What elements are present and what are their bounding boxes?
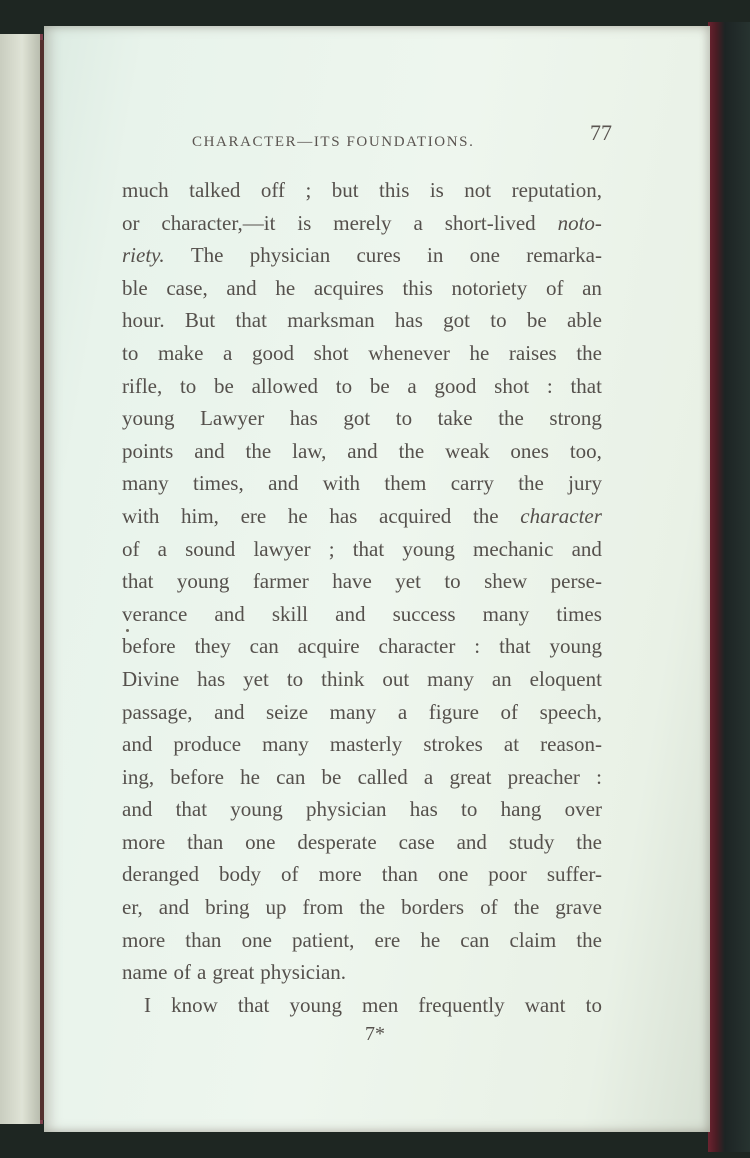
word: more bbox=[122, 927, 166, 952]
italic-word: noto- bbox=[557, 210, 602, 235]
word: short-lived bbox=[444, 210, 536, 235]
word: Lawyer bbox=[200, 406, 265, 431]
word: and bbox=[158, 895, 190, 920]
word: carry bbox=[450, 471, 494, 496]
word: Divine bbox=[122, 666, 180, 691]
page-number: 77 bbox=[590, 120, 612, 145]
text-line bbox=[122, 272, 602, 305]
word: of bbox=[545, 275, 564, 300]
text-line bbox=[122, 304, 602, 337]
word: grave bbox=[555, 895, 602, 920]
word: shew bbox=[484, 569, 528, 594]
word: character bbox=[378, 634, 456, 659]
word: acquired bbox=[379, 503, 452, 528]
word: acquire bbox=[297, 634, 360, 659]
word: young bbox=[176, 569, 230, 594]
word: more bbox=[318, 862, 362, 887]
word: good bbox=[434, 373, 477, 398]
word: perse- bbox=[550, 569, 602, 594]
word: poor bbox=[488, 862, 527, 887]
text-line bbox=[122, 174, 602, 207]
word: one bbox=[241, 927, 272, 952]
word: and bbox=[122, 732, 153, 757]
word: to bbox=[122, 340, 139, 365]
word: much bbox=[122, 178, 169, 202]
word: The bbox=[190, 243, 224, 268]
word: that bbox=[175, 797, 208, 822]
word: know bbox=[171, 992, 218, 1017]
word: verance bbox=[122, 601, 188, 626]
word: to bbox=[460, 797, 478, 822]
word: of bbox=[480, 895, 498, 920]
word: a bbox=[407, 373, 417, 398]
word: many bbox=[427, 666, 474, 691]
word: shot bbox=[494, 373, 530, 398]
word: out bbox=[382, 666, 410, 691]
word: too, bbox=[569, 438, 602, 463]
text-line bbox=[122, 826, 602, 859]
text-line bbox=[122, 598, 602, 631]
word: But bbox=[184, 308, 216, 333]
text-line bbox=[122, 435, 602, 468]
word: a bbox=[423, 764, 434, 789]
text-line bbox=[122, 663, 602, 696]
word: more bbox=[122, 829, 166, 854]
word: great bbox=[212, 960, 255, 985]
word: he bbox=[240, 764, 260, 789]
word: before bbox=[122, 634, 176, 659]
word: before bbox=[170, 764, 224, 789]
word: bring bbox=[205, 895, 250, 920]
word: young bbox=[549, 634, 602, 659]
previous-page-edge bbox=[0, 34, 43, 1124]
word: frequently bbox=[418, 992, 505, 1017]
word: suffer- bbox=[546, 862, 602, 887]
word: character,—it bbox=[161, 210, 276, 235]
word: physician bbox=[306, 797, 387, 822]
word: got bbox=[443, 308, 471, 333]
word: whenever bbox=[368, 340, 450, 365]
word: over bbox=[564, 797, 602, 822]
word: off bbox=[260, 178, 285, 202]
word: times bbox=[556, 601, 602, 626]
word: with bbox=[322, 471, 361, 496]
word: study bbox=[508, 829, 555, 854]
word: and bbox=[571, 536, 602, 561]
word: to bbox=[335, 373, 353, 398]
word: ; bbox=[328, 536, 335, 561]
word: case bbox=[398, 829, 435, 854]
word: ere bbox=[240, 503, 267, 528]
text-line bbox=[122, 337, 602, 370]
word: allowed bbox=[251, 373, 319, 398]
text-line bbox=[122, 956, 602, 989]
word: that bbox=[499, 634, 531, 659]
word: have bbox=[332, 569, 372, 594]
word: is bbox=[429, 178, 444, 202]
word: and bbox=[456, 829, 487, 854]
word: marksman bbox=[287, 308, 375, 333]
word: young bbox=[289, 992, 342, 1017]
word: produce bbox=[173, 732, 242, 757]
word: seize bbox=[266, 699, 309, 724]
word: merely bbox=[333, 210, 392, 235]
word: the bbox=[576, 829, 602, 854]
word: physician bbox=[249, 243, 331, 268]
word: mechanic bbox=[472, 536, 554, 561]
word: strong bbox=[549, 406, 602, 431]
word: from bbox=[302, 895, 344, 920]
word: one bbox=[469, 243, 500, 268]
word: the bbox=[513, 895, 540, 920]
word: physician. bbox=[260, 960, 347, 985]
word: many bbox=[482, 601, 530, 626]
word: and bbox=[226, 275, 257, 300]
book-cover-edge bbox=[708, 22, 750, 1152]
word: men bbox=[362, 992, 399, 1017]
word: this bbox=[402, 275, 433, 300]
word: good bbox=[251, 340, 294, 365]
word: take bbox=[437, 406, 473, 431]
word: hour. bbox=[122, 308, 165, 333]
word: ere bbox=[374, 927, 401, 952]
word: : bbox=[546, 373, 553, 398]
word: farmer bbox=[252, 569, 309, 594]
word: talked bbox=[189, 178, 241, 202]
text-line bbox=[122, 370, 602, 403]
word: to bbox=[444, 569, 461, 594]
word: can bbox=[460, 927, 490, 952]
word: the bbox=[576, 340, 602, 365]
text-line bbox=[122, 761, 602, 794]
word: case, bbox=[166, 275, 208, 300]
text-line bbox=[122, 565, 602, 598]
word: able bbox=[566, 308, 602, 333]
word: them bbox=[384, 471, 427, 496]
running-head-title: CHARACTER—ITS FOUNDATIONS. bbox=[192, 134, 475, 150]
word: that bbox=[570, 373, 602, 398]
word: at bbox=[503, 732, 520, 757]
word: this bbox=[379, 178, 410, 202]
word: many bbox=[329, 699, 377, 724]
word: reason- bbox=[540, 732, 602, 757]
word: of bbox=[122, 536, 140, 561]
word: a bbox=[223, 340, 233, 365]
running-head bbox=[122, 120, 612, 160]
word: I bbox=[144, 992, 151, 1017]
word: body bbox=[219, 862, 261, 887]
text-line bbox=[122, 728, 602, 761]
word: to bbox=[286, 666, 304, 691]
word: has bbox=[289, 406, 318, 431]
word: ones bbox=[510, 438, 549, 463]
word: preacher bbox=[507, 764, 580, 789]
word: young bbox=[230, 797, 283, 822]
word: many bbox=[262, 732, 309, 757]
signature-mark: 7* bbox=[365, 1023, 385, 1046]
word: patient, bbox=[292, 927, 355, 952]
word: a bbox=[397, 699, 408, 724]
word: want bbox=[524, 992, 566, 1017]
word: claim bbox=[509, 927, 557, 952]
word: be bbox=[369, 373, 390, 398]
word: one bbox=[437, 862, 469, 887]
word: think bbox=[321, 666, 365, 691]
word: got bbox=[343, 406, 371, 431]
word: passage, bbox=[122, 699, 193, 724]
word: and bbox=[214, 699, 245, 724]
word: er, bbox=[122, 895, 143, 920]
word: and bbox=[122, 797, 153, 822]
word: with bbox=[122, 503, 160, 528]
word: be bbox=[526, 308, 547, 333]
word: than bbox=[187, 829, 224, 854]
word: than bbox=[185, 927, 222, 952]
word: points bbox=[122, 438, 174, 463]
body-text bbox=[122, 174, 608, 1021]
word: ing, bbox=[122, 764, 155, 789]
word: the bbox=[498, 406, 524, 431]
word: called bbox=[357, 764, 408, 789]
word: hang bbox=[500, 797, 542, 822]
word: but bbox=[331, 178, 359, 202]
word: the bbox=[472, 503, 499, 528]
word: speech, bbox=[539, 699, 602, 724]
word: that bbox=[352, 536, 385, 561]
word: the bbox=[398, 438, 425, 463]
word: that bbox=[122, 569, 154, 594]
text-line bbox=[122, 891, 602, 924]
word: and bbox=[268, 471, 299, 496]
word: to bbox=[490, 308, 507, 333]
word: figure bbox=[428, 699, 479, 724]
word: ; bbox=[305, 178, 312, 202]
book-page bbox=[44, 26, 710, 1132]
word: law, bbox=[292, 438, 327, 463]
word: or bbox=[122, 210, 140, 235]
word: to bbox=[585, 992, 602, 1017]
word: of bbox=[173, 960, 191, 985]
italic-word: riety. bbox=[122, 243, 165, 268]
word: eloquent bbox=[529, 666, 602, 691]
word: can bbox=[276, 764, 306, 789]
word: yet bbox=[243, 666, 269, 691]
word: desperate bbox=[297, 829, 377, 854]
text-line bbox=[122, 989, 602, 1022]
word: yet bbox=[395, 569, 421, 594]
word: young bbox=[402, 536, 455, 561]
word: raises bbox=[508, 340, 557, 365]
word: notoriety bbox=[451, 275, 528, 300]
word: of bbox=[281, 862, 299, 887]
word: name bbox=[122, 960, 168, 985]
word: is bbox=[297, 210, 312, 235]
text-line bbox=[122, 500, 602, 533]
word: many bbox=[122, 471, 169, 496]
word: acquires bbox=[313, 275, 384, 300]
word: strokes bbox=[423, 732, 483, 757]
word: an bbox=[582, 275, 602, 300]
word: can bbox=[249, 634, 279, 659]
word: not bbox=[464, 178, 492, 202]
word: : bbox=[474, 634, 481, 659]
word: rifle, bbox=[122, 373, 163, 398]
word: : bbox=[596, 764, 602, 789]
word: jury bbox=[568, 471, 602, 496]
word: him, bbox=[181, 503, 219, 528]
word: shot bbox=[313, 340, 349, 365]
word: make bbox=[157, 340, 204, 365]
word: skill bbox=[271, 601, 309, 626]
word: the bbox=[359, 895, 386, 920]
text-line bbox=[122, 630, 602, 663]
word: a bbox=[413, 210, 423, 235]
word: reputation, bbox=[511, 178, 602, 202]
word: ble bbox=[122, 275, 148, 300]
word: lawyer bbox=[253, 536, 311, 561]
text-line bbox=[122, 696, 602, 729]
word: he bbox=[275, 275, 296, 300]
text-line bbox=[122, 858, 602, 891]
word: one bbox=[245, 829, 276, 854]
word: and bbox=[335, 601, 366, 626]
word: times, bbox=[192, 471, 244, 496]
word: up bbox=[265, 895, 287, 920]
text-line bbox=[122, 533, 602, 566]
word: deranged bbox=[122, 862, 199, 887]
word: borders bbox=[401, 895, 465, 920]
word: has bbox=[394, 308, 423, 333]
word: remarka- bbox=[526, 243, 602, 268]
word: a bbox=[157, 536, 167, 561]
word: and bbox=[194, 438, 225, 463]
word: be bbox=[214, 373, 234, 398]
text-line bbox=[122, 924, 602, 957]
word: be bbox=[321, 764, 342, 789]
word: that bbox=[237, 992, 270, 1017]
word: he bbox=[287, 503, 308, 528]
word: sound bbox=[185, 536, 236, 561]
text-line bbox=[122, 239, 602, 272]
word: to bbox=[395, 406, 413, 431]
word: the bbox=[518, 471, 544, 496]
word: than bbox=[381, 862, 418, 887]
word: he bbox=[420, 927, 441, 952]
text-line bbox=[122, 467, 602, 500]
word: masterly bbox=[329, 732, 403, 757]
word: that bbox=[235, 308, 267, 333]
word: and bbox=[347, 438, 378, 463]
word: and bbox=[214, 601, 245, 626]
text-line bbox=[122, 207, 602, 240]
text-line bbox=[122, 793, 602, 826]
word: an bbox=[491, 666, 512, 691]
italic-word: character bbox=[520, 503, 602, 528]
word: a bbox=[196, 960, 207, 985]
word: they bbox=[194, 634, 231, 659]
word: has bbox=[329, 503, 358, 528]
word: success bbox=[392, 601, 456, 626]
word: great bbox=[449, 764, 492, 789]
word: the bbox=[576, 927, 602, 952]
word: to bbox=[179, 373, 197, 398]
text-line bbox=[122, 402, 602, 435]
word: the bbox=[245, 438, 272, 463]
word: has bbox=[197, 666, 226, 691]
word: weak bbox=[445, 438, 490, 463]
word: young bbox=[122, 406, 175, 431]
text-block bbox=[122, 120, 612, 1046]
word: in bbox=[427, 243, 444, 268]
word: has bbox=[409, 797, 438, 822]
word: of bbox=[500, 699, 518, 724]
word: cures bbox=[356, 243, 401, 268]
word: he bbox=[469, 340, 490, 365]
